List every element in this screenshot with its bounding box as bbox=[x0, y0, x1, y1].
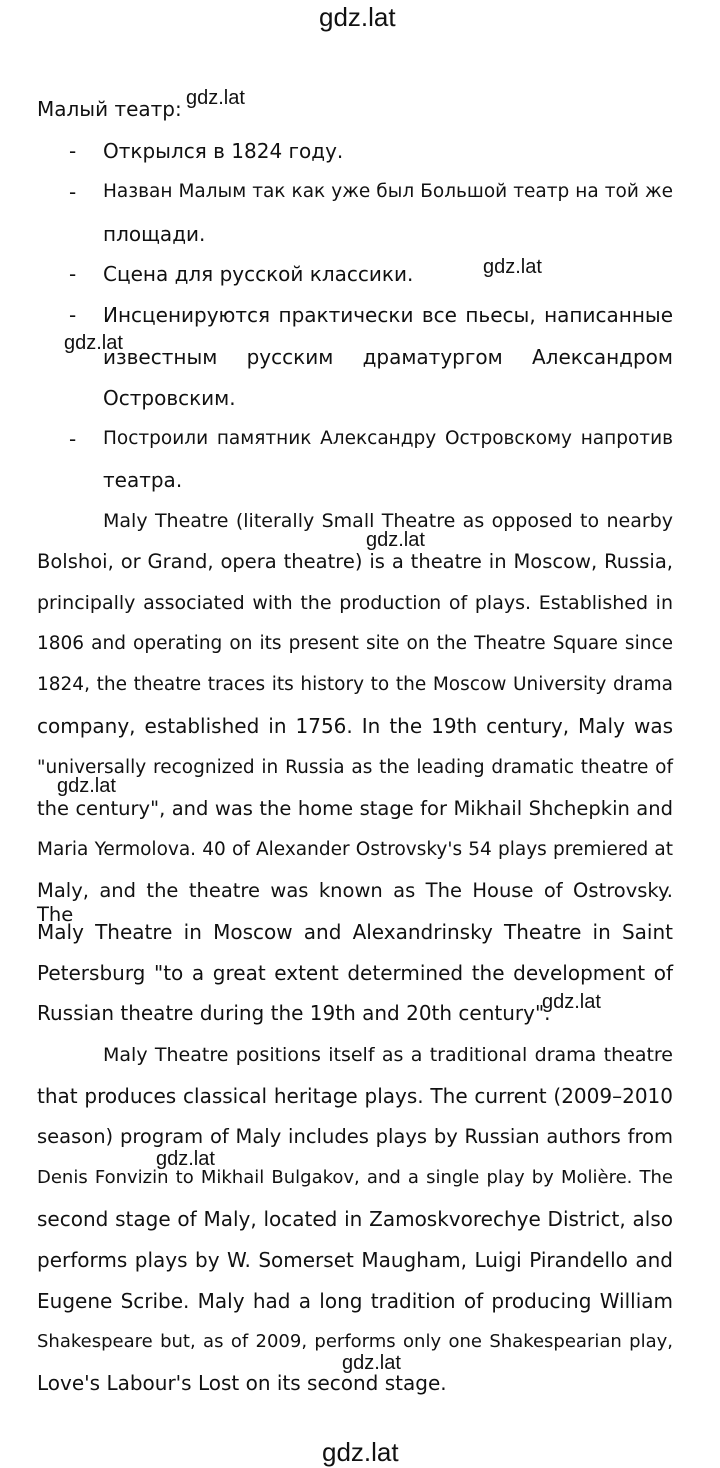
paragraph-line: principally associated with the production of plays. Established in bbox=[37, 592, 673, 614]
list-item-text: Открылся в 1824 году. bbox=[103, 139, 344, 163]
paragraph-line: Petersburg "to a great extent determined the development of bbox=[37, 961, 673, 985]
paragraph-line: Russian theatre during the 19th and 20th century". bbox=[37, 1001, 551, 1025]
watermark: gdz.lat bbox=[57, 775, 116, 797]
watermark: gdz.lat bbox=[342, 1352, 401, 1374]
section-heading: Малый театр: bbox=[37, 97, 182, 121]
list-item-text: Инсценируются практически все пьесы, написанные bbox=[103, 303, 673, 327]
paragraph-line: second stage of Maly, located in Zamoskvorechye District, also bbox=[37, 1207, 673, 1231]
list-item-text: театра. bbox=[103, 468, 183, 492]
paragraph-line: Maria Yermolova. 40 of Alexander Ostrovsky's 54 plays premiered at bbox=[37, 839, 673, 860]
paragraph-line: Eugene Scribe. Maly had a long tradition of producing William bbox=[37, 1289, 673, 1313]
list-item-text: известным русским драматургом Александром bbox=[103, 345, 673, 369]
watermark: gdz.lat bbox=[156, 1148, 215, 1170]
watermark: gdz.lat bbox=[483, 256, 542, 278]
paragraph-line: season) program of Maly includes plays by Russian authors from bbox=[37, 1125, 673, 1148]
bullet-marker: - bbox=[69, 262, 77, 286]
paragraph-line: Maly, and the theatre was known as The House of Ostrovsky. The bbox=[37, 879, 673, 926]
watermark: gdz.lat bbox=[542, 991, 601, 1013]
paragraph-line: Denis Fonvizin to Mikhail Bulgakov, and a single play by Molière. The bbox=[37, 1167, 673, 1188]
paragraph-line: 1806 and operating on its present site on the Theatre Square since bbox=[37, 633, 673, 654]
paragraph-line: Maly Theatre positions itself as a traditional drama theatre bbox=[103, 1044, 673, 1066]
list-item-text: Построили памятник Александру Островскому напротив bbox=[103, 428, 673, 449]
watermark: gdz.lat bbox=[366, 529, 425, 551]
list-item-text: площади. bbox=[103, 222, 206, 246]
bullet-marker: - bbox=[69, 180, 77, 204]
paragraph-line: Love's Labour's Lost on its second stage. bbox=[37, 1371, 447, 1395]
paragraph-line: that produces classical heritage plays. The current (2009–2010 bbox=[37, 1084, 673, 1108]
paragraph-line: performs plays by W. Somerset Maugham, Luigi Pirandello and bbox=[37, 1248, 673, 1272]
paragraph-line: Bolshoi, or Grand, opera theatre) is a theatre in Moscow, Russia, bbox=[37, 550, 673, 573]
paragraph-line: company, established in 1756. In the 19th century, Maly was bbox=[37, 714, 673, 738]
bullet-marker: - bbox=[69, 139, 77, 163]
list-item-text: Назван Малым так как уже был Большой театр на той же bbox=[103, 181, 673, 202]
paragraph-line: Shakespeare but, as of 2009, performs only one Shakespearian play, bbox=[37, 1331, 673, 1352]
bullet-marker: - bbox=[69, 303, 77, 327]
list-item-text: Островским. bbox=[103, 386, 236, 410]
bullet-marker: - bbox=[69, 427, 77, 451]
paragraph-line: the century", and was the home stage for Mikhail Shchepkin and bbox=[37, 797, 673, 820]
paragraph-line: Maly Theatre (literally Small Theatre as opposed to nearby bbox=[103, 510, 673, 532]
list-item-text: Сцена для русской классики. bbox=[103, 262, 414, 286]
watermark: gdz.lat bbox=[64, 332, 123, 354]
paragraph-line: "universally recognized in Russia as the leading dramatic theatre of bbox=[37, 757, 673, 778]
paragraph-line: Maly Theatre in Moscow and Alexandrinsky Theatre in Saint bbox=[37, 920, 673, 944]
watermark: gdz.lat bbox=[186, 87, 245, 109]
watermark-top: gdz.lat bbox=[319, 2, 396, 32]
watermark-bottom: gdz.lat bbox=[322, 1437, 399, 1467]
paragraph-line: 1824, the theatre traces its history to the Moscow University drama bbox=[37, 674, 673, 695]
